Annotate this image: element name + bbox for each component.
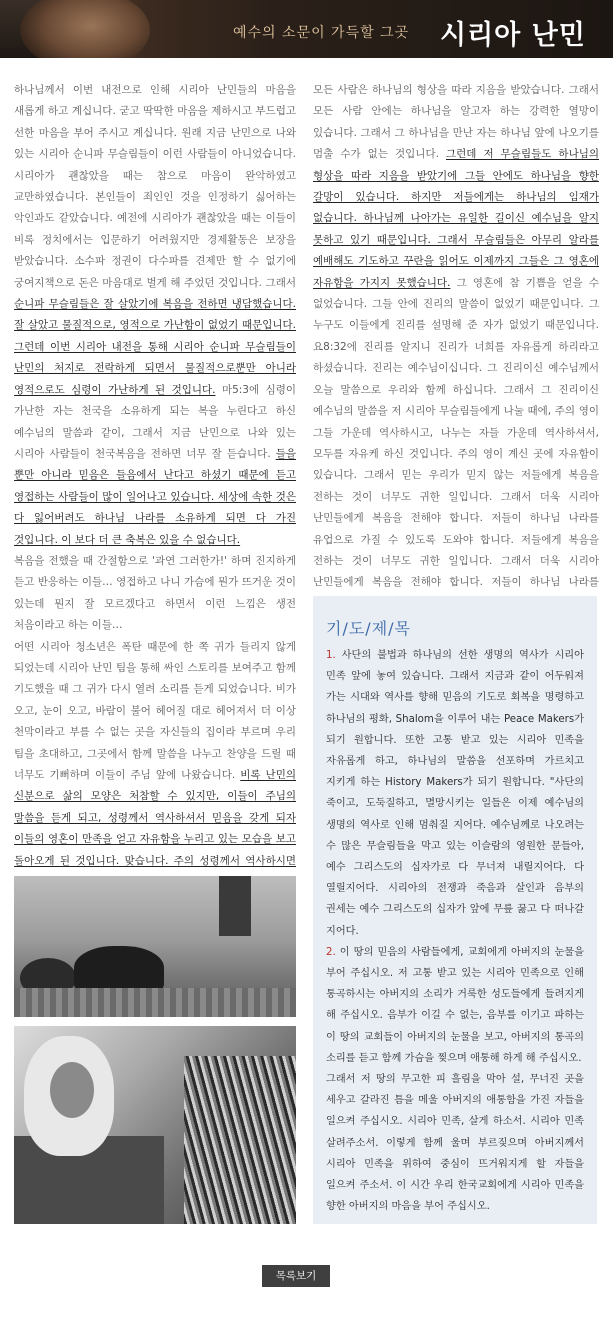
prayer-item-number: 2. <box>326 946 336 958</box>
highlighted-text: 들을 뿐만 아니라 믿음은 들음에서 난다고 하셨기 때문에 듣고 영접하는 사람들이 많이 일어나고 있습니다. 세상에 속한 것은 다 잃어버려도 하나님 나라를 소유하게 되면 다 가진 것입니다. 이 보다 더 큰 축복은 있을 수 없습니다. <box>14 447 296 546</box>
highlighted-text: 그런데 저 무슬림들도 하나님의 형상을 따라 지음을 받았기에 그들 안에도 하나님을 향한 갈망이 있습니다. 하지만 저들에게는 하나님의 임재가 없습니다. 하나님께 나아가는 유일한 길이신 예수님을 알지 못하고 있기 때문입니다. 그래서 무슬림들은 아무리 알라를 예배해도 기도하고 꾸란을 읽어도 이제까지 그들은 그 영혼에 자유함을 가지지 못했습니다. <box>313 148 599 289</box>
prayer-item-number: 1. <box>326 650 336 661</box>
photo-prostrating-men <box>14 876 296 1017</box>
photo-elderly-woman-market <box>14 1026 296 1224</box>
banner-title: 시리아 난민 <box>440 20 586 51</box>
prayer-title: 기/도/제/목 <box>326 619 411 638</box>
article-paragraph <box>14 551 296 637</box>
article-left-column <box>14 80 296 893</box>
prayer-item-1 <box>326 645 584 942</box>
list-view-button[interactable]: 목록보기 <box>262 1265 330 1287</box>
body-text: 그 영혼에 참 기쁨을 얻을 수 없었습니다. 그들 안에 진리의 말씀이 없었기 때문입니다. 그 누구도 이들에게 진리를 설명해 준 자가 없었기 때문입니다. 요8:32에 진리를 알지니 진리가 너희를 자유롭게 하리라고 하셨습니다. 진리는 예수님이십니다. 그 진리이신 예수님께서 오늘 말씀으로 우리와 함께 하십니다. 그래서 그 진리이신 예수님의 말씀을 저 시리아 무슬림들에게 나눌 때에, 주의 영이 그들 가운데 역사하시고, 나누는 자들 가운데 역사하셔서, 모두를 자유케 하신 것입니다. 주의 영이 계신 곳에 자유함이 있습니다. 그래서 믿는 우리가 믿지 않는 저들에게 복음을 전하는 것이 너무도 귀한 일입니다. 그래서 더욱 시리아 난민들에게 복음을 전해야 합니다. 저들이 하나님 나라를 유업으로 가질 수 있도록 도와야 합니다. 저들에게 복음을 전하는 것이 너무도 귀한 일입니다. 그래서 더욱 시리아 난민들에게 복음을 전해야 합니다. 저들이 하나님 나라를 <box>313 276 599 589</box>
article-paragraph <box>14 80 296 551</box>
prayer-body <box>326 645 584 1217</box>
highlighted-text: 순니파 무슬림들은 잘 살았기에 복음을 전하면 냉담했습니다. 잘 살았고 물질적으로, 영적으로 가난함이 없었기 때문입니다. 그런데 이번 시리아 내전을 통해 시리아 순니파 무슬림들이 난민의 처지로 전락하게 되면서 물질적으로뿐만 아니라 영적으로도 심령이 가난하게 된 것입니다. <box>14 298 296 396</box>
prayer-item-text: 이 땅의 믿음의 사람들에게, 교회에게 아버지의 눈물을 부어 주십시오. 저 고통 받고 있는 시리아 민족으로 인해 통곡하시는 아버지의 소리가 거룩한 성도들에게 들려지게 해 주십시오. 음부가 이길 수 없는, 음부를 이기고 파하는 이 땅의 교회들이 아버지의 눈물을 보고, 아버지의 통곡의 소리를 듣고 함께 가슴을 찢으며 애통해 하게 해 주십시오. <box>326 946 584 1064</box>
body-text: 복음을 전했을 때 간절함으로 '과연 그러한가!' 하며 진지하게 듣고 반응하는 이들… 영접하고 나니 가슴에 뭔가 뜨거운 것이 있는데 뭔지 잘 모르겠다고 하면서 이런 느낌은 생전 처음이라고 하는 이들… <box>14 554 296 632</box>
article-paragraph <box>313 80 599 615</box>
article-right-column <box>313 80 599 615</box>
prayer-item-2 <box>326 942 584 1069</box>
body-text: 어떤 시리아 청소년은 폭탄 때문에 한 쪽 귀가 들리지 않게 되었는데 시리아 난민 팀을 통해 싸인 스토리를 보여주고 함께 기도했을 때 그 귀가 다시 열려 소리를 듣게 되었습니다. 비가 오고, 눈이 오고, 바람이 불어 헤어질 대로 헤어져서 더 이상 천막이라고 부를 수 없는 곳을 자신들의 집이라 부르며 우리 팀을 초대하고, 그곳에서 함께 말씀을 나누고 찬양을 드릴 때 너무도 기뻐하며 이들이 주님 앞에 나왔습니다. <box>14 640 296 781</box>
prayer-topics-box <box>313 596 597 1224</box>
body-text: 모든 사람은 하나님의 형상을 따라 지음을 받았습니다. 그래서 모든 사람 안에는 하나님을 알고자 하는 강력한 열망이 있습니다. 그래서 그 하나님을 만난 자는 하나님 앞에 나오기를 멈출 수가 없는 것입니다. <box>313 84 599 161</box>
highlighted-text: 비록 난민의 신분으로 삶의 모양은 처참할 수 있지만, 이들이 주님의 말씀을 듣게 되고, 성령께서 역사하셔서 믿음을 갖게 되자 이들의 영혼이 만족을 얻고 자유함을 누리고 있는 모습을 보고 돌아오게 된 것입니다. 맞습니다. 주의 성령께서 역사하시면 <box>14 769 296 867</box>
header-banner <box>0 0 613 58</box>
body-text: 마5:3에 심령이 가난한 자는 천국을 소유하게 되는 복을 누린다고 하신 예수님의 말씀과 같이, 그래서 지금 난민으로 나와 있는 시리아 사람들이 천국복음을 전하면 너무 잘 듣습니다. <box>14 383 296 460</box>
banner-subtitle: 예수의 소문이 가득할 그곳 <box>233 25 410 41</box>
article-paragraph <box>14 637 296 894</box>
body-text: 하나님께서 이번 내전으로 인해 시리아 난민들의 마음을 새롭게 하고 계십니다. 굳고 딱딱한 마음을 제하시고 부드럽고 선한 마음을 부어 주시고 계십니다. 원래 지금 난민으로 나와 있는 시리아 순니파 무슬림들이 이런 사람들이 아니었습니다. 시리아가 괜찮았을 때는 참으로 마음이 완악하였고 교만하였습니다. 본인들이 죄인인 것을 인정하기 싫어하는 악인과도 같았습니다. 예전에 시리아가 괜찮았을 때는 이들이 비록 정치에서는 입문하기 어려웠지만 경제활동은 보장을 받았습니다. 소수파 정권이 다수파를 견제만 할 수 없기에 궁여지책으로 돈은 마음대로 벌게 해 주었던 것입니다. 그래서 <box>14 84 296 289</box>
banner-photo-woman <box>20 0 150 58</box>
prayer-item-text: 사단의 불법과 하나님의 선한 생명의 역사가 시리아 민족 앞에 놓여 있습니다. 그래서 지금과 같이 어두워져 가는 시대와 역사를 향해 믿음의 기도로 회복을 명령하고 하나님의 평화, Shalom을 이루어 내는 Peace Makers가 되기 원합니다. 또한 고통 받고 있는 시리아 민족을 자유롭게 하고, 하나님의 말씀을 선포하며 가르치고 지키게 하는 History Makers가 되기 원합니다. "사단의 죽이고, 도둑질하고, 멸망시키는 일들은 이제 예수님의 생명의 역사로 인해 멈춰질 지어다. 예수님께로 나오려는 수 많은 무슬림들을 막고 있는 이슬람의 영원한 문들아, 예수 그리스도의 십자가로 다 무너져 내릴지어다. 다 열릴지어다. 시리아의 전쟁과 죽음과 살인과 음부의 권세는 예수 그리스도의 십자가 앞에 무릎 꿇고 다 떠나갈 지어다. <box>326 650 584 937</box>
prayer-closing: 그래서 저 땅의 무고한 피 흘림을 막아 설, 무너진 곳을 세우고 갈라진 틈을 메울 아버지의 애통함을 가진 자들을 일으켜 주십시오. 시리아 민족, 살게 하소서. 시리아 민족 살려주소서. 이렇게 함께 울며 부르짖으며 아버지께서 시리아 민족을 위하여 중심이 뜨거워지게 할 자들을 일으켜 주소서. 이 시간 우리 한국교회에게 시리아 민족을 향한 아버지의 마음을 부어 주십시오. <box>326 1074 584 1213</box>
